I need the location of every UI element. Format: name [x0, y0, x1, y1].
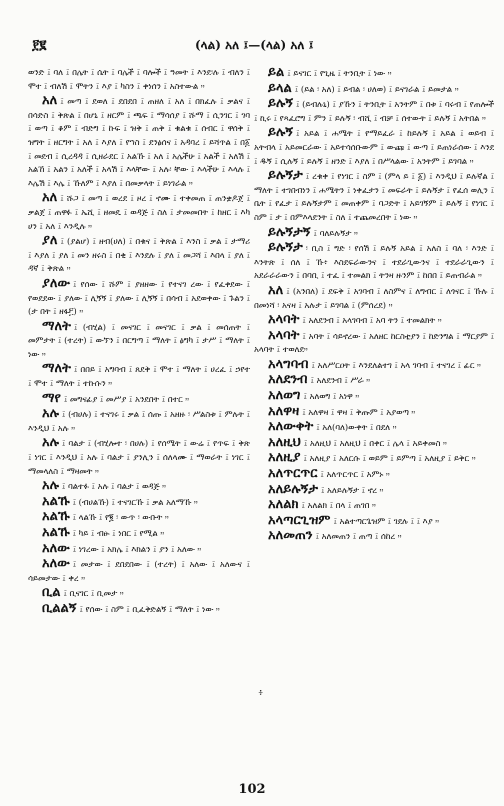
dictionary-entry: [254, 514, 494, 529]
headword: ይሉኝታ: [268, 240, 303, 256]
running-header: [0, 38, 504, 60]
dictionary-entry: [254, 329, 494, 357]
definition-text: ፤ (ይብሉኒ) ፤ ያኹን ፤ ትንቢት ፤ አንትም ፤ በቱ ፤ ባሩብ ፤ የጠሎች ፤ ኪሩ ፤ የጻፈሮግ ፤ ምን ፤ ይሉኝ ፡ ብሺ ፤ ብቻ ፤ ሰተውት ፤ ይሉኝ ፤ አትበል ።: [254, 99, 494, 123]
margin-mark: ፥: [258, 688, 264, 699]
headword: አለወግ: [268, 388, 301, 404]
headword: ይል: [268, 66, 285, 80]
dictionary-entry: [254, 451, 494, 466]
headword: አልኹ: [42, 525, 70, 540]
headword: አለ: [42, 93, 58, 109]
dictionary-entry: [254, 284, 494, 312]
dictionary-entry: [254, 126, 494, 168]
headword: አለጥርጥር: [268, 466, 318, 482]
headword: ማየ: [42, 390, 61, 406]
headword: አላባት: [268, 312, 300, 328]
headword: ይሉኝ: [268, 125, 294, 141]
dictionary-entry: [28, 191, 250, 233]
headword: ይሉኝታኝ: [268, 224, 311, 240]
definition-text: ፤ አለዋዛ ፤ ዋዛ ፤ ቅጡም ፤ አያወጣ ።: [302, 406, 416, 417]
definition-text: ፤ አለመጠን ፤ ጠጣ ፤ ሰከረ ።: [315, 531, 402, 542]
dictionary-entry: [28, 94, 250, 190]
headword: ቢል: [42, 585, 61, 601]
definition-text: ፤ (ያልሆ) ፤ ዘብ(ሀለ) ፤ በቁና ፤ ቅጽል ፤ እንስ ፤ ቃል ፤ ታማሪ ፤ እያለ ፤ ያለ ፤ መን ዘሩስ ፤ በቂ ፤ እንደሉ ፤ ያለ ፤ መጋሻ ፤ እበላ ፤ ያለ ፤ ዳኛ ፤ ቅጽል ።: [28, 236, 250, 274]
dictionary-entry: [28, 277, 250, 319]
headword: አላባት: [268, 327, 300, 343]
definition-text: ፤ ባለይሉኝታ ።: [313, 227, 358, 238]
definition-text: ፤ (ብሀልኹ) ፤ ተናገርኹ ፤ ቃል አለማኹ ።: [72, 496, 198, 507]
definition-text: ፤ አልተጣርጌዝም ፤ ገደሉ ፤ ፤ እያ ።: [333, 515, 440, 526]
dictionary-entry: [254, 373, 494, 388]
dictionary-entry: [254, 241, 494, 283]
dictionary-entry: [28, 479, 250, 494]
definition-text: ፤ የሰው ፤ ስም ፤ ቢፈቅድልኝ ፤ ማለት ፤ ነው ።: [79, 603, 220, 614]
definition-text: ፤ አይል ፤ ሐሜት ፤ የማይፈራ ፤ ከይሉኝ ፤ አይል ፤ ወይብ ፤ አትብላ ፤ አይመርራው ፤ አይተሳሰቡውም ፤ ውጩ ፤ ውጣ ፤ ይጠነራሰው ፤ እንደ ፤ ዱኝ ፤ ሲሉኝ ፤ ይሉኝ ፤ ዘንድ ፤ እያለ ፤ በሥላልው ፤ አንትም ፤ ይገባል ።: [254, 128, 494, 166]
running-title: (ላል) አለ ፤—(ላል) አለ ፤: [195, 38, 314, 52]
headword: አላግባብ: [268, 356, 309, 372]
definition-text: ፤ አለዚያ ፤ አለርሱ ፤ ወይም ፤ ይምጣ ፤ አለዚያ ፤ ይቅር ።: [303, 453, 476, 464]
headword: ይሉኝ: [268, 96, 294, 112]
dictionary-entry: [28, 407, 250, 435]
definition-text: ፤ ቢናገር ፤ ቢመታ ።: [63, 588, 124, 599]
headword: አለዋዛ: [268, 403, 300, 419]
definition-text: ፤ በበይ ፤ አግባብ ፤ ጸደቅ ፤ ሞተ ፤ ማለት ፤ ሀረፈ ፤ ኃየተ ፤ ሞተ ፤ ማለት ፤ ተኩሱን ።: [28, 364, 250, 389]
page-number-ethiopic: ፻፪: [32, 38, 47, 53]
headword: አለዚያ: [268, 450, 301, 466]
definition-text: ፤ አለይሉኝታ ፤ ኖረ ።: [321, 484, 384, 495]
dictionary-entry: [28, 526, 250, 541]
headword: ይላል: [268, 80, 292, 96]
definition-text: ፤ ይናገር ፤ የጊዜ ፤ ትንቢት ፤ ነው ።: [287, 68, 392, 78]
headword: አለመጠን: [268, 528, 313, 544]
headword: አለው: [42, 556, 70, 572]
dictionary-entry: [254, 169, 494, 224]
definition-text: ፡ ቢስ ፤ ግድ ፡ የሰሽ ፤ ይሉኝ አይል ፤ አለስ ፤ ባለ ፡ እንድ ፤ እንትጽ ፤ ሰለ ፤ ኹ፥ እስደፍራውንና ፤ ተደራጊውንና ፤ ተደራራጊውን ፤ አደራራራውን ፤ በባቢ ፤ ተፈ ፤ ተመልክ ፤ ትንዛ ዙንም ፤ ከበበ ፤ ይጠብራል ።: [254, 243, 494, 281]
headword: አለልክ: [268, 497, 299, 513]
headword: አሉ: [42, 406, 59, 422]
dictionary-entry: [28, 602, 250, 617]
headword: አለደንብ: [268, 372, 308, 388]
headword: ማለት: [42, 361, 71, 377]
dictionary-entry: [254, 97, 494, 125]
headword: አለዚህ: [268, 434, 301, 450]
dictionary-entry: [254, 498, 494, 513]
headword: አለ: [268, 282, 284, 298]
definition-text: ፤ (ብሂል) ፤ መናገር ፤ መናገር ፤ ቃል ፤ መሰጠት ፤ መምታት ፤ (ተረት) ፤ ውኘን ፤ በርግጣ ፤ ማለት ፤ ፅግካ ፤ ታሥ ፤ ማለት ፤ ነው ።: [28, 321, 250, 359]
definition-text: ፤ (አንበለ) ፤ ደፍቅ ፤ አገባብ ፤ ለስምና ፤ ለግብር ፤ ለጎናር ፤ ኹሉ ፤ በመነሻ ፡ አናዛ ፤ አሉታ ፤ ይገባል ፤ (ምሰረደ) ።: [254, 285, 494, 310]
definition-text: ፤ አለዚህ ፤ አለዚህ ፤ በቀር ፤ ሌላ ፤ አይቀመስ ።: [303, 437, 447, 448]
headword: አሉ: [42, 435, 59, 451]
dictionary-entry: [254, 226, 494, 241]
headword: ያለው: [42, 275, 70, 291]
definition-text: ፤ (ብሀሉ) ፤ ተናገሩ ፤ ቃል ፤ ሰጡ ፤ አዘዙ ፡ ሥልስቱ ፤ ምሉት ፤ እንዲህ ፤ አሉ ።: [28, 409, 250, 433]
dictionary-entry: [28, 510, 250, 525]
dictionary-entry: [28, 392, 250, 407]
headword: አለ: [42, 190, 58, 206]
headword: አለው: [42, 540, 70, 556]
dictionary-entry: [254, 436, 494, 451]
dictionary-entry: [28, 362, 250, 390]
definition-text: ፤ አለጥርጥር ፤ አምኑ ።: [320, 469, 390, 480]
definition-text: ፤ አለሥርዐት ፤ እንደለልተገ ፤ አላ ገባብ ፤ ተናገረ ፤ ፊር ።: [311, 359, 481, 370]
definition-text: ፤ አለልክ ፤ በላ ፤ ጠገበ ።: [301, 500, 376, 511]
definition-text: ፤ አባት ፤ ሳይኖረው ፤ አለዘር ከርስቲያን ፤ ከድንግል ፤ ማርያም ፤ አላባት ፤ ተወለደ።: [254, 330, 494, 355]
dictionary-entry: [28, 436, 250, 478]
dictionary-entry: [28, 320, 250, 362]
dictionary-entry: [254, 483, 494, 498]
headword: አልኹ: [42, 493, 70, 509]
dictionary-entry: [28, 234, 250, 276]
definition-text: ወንድ ፤ ባለ ፤ በሌት ፤ ሴት ፤ ባሌች ፤ ባሎች ፤ ዓመት ፤ እንደ፡ሉ ፤ ብለን ፤ ሞተ ፤ ብለሽ ፤ ሞትን ፤ እያ ፤ ካስን ፤ ቀነሰን ፤ አስተውል ።: [28, 67, 250, 91]
dictionary-entry: [28, 66, 250, 93]
definition-text: ፤ ረቁቀ ፤ የነገር ፤ ስም ፤ (ምላ ይ ፤ ፩) ፤ እንዲህ ፤ ይሉኛል ፤ ማለት ፤ ተገበብነን ፤ ሐሜትን ፤ ነቀፈታን ፤ መፍራት ፤ ይሉኝታ ፤ የፈሰ ወሊን ፤ ቤት ፤ የፈታ ፤ ይሉኝታም ፤ መጠቀም ፤ ባጋድት ፤ አይገኝም ፤ ይሉኝ ፤ የነገር ፤ ስም ፤ ታ ፤ በምእላደንት ፤ ስለ ፤ ተጨመረበት ፤ ነው ።: [254, 171, 494, 222]
definition-text: ፤ አለደንብ ፤ አላገባብ ፤ አባ ትን ፤ ተመልክት ።: [302, 315, 442, 326]
definition-text: ፤ ባልታ ፤ (ብሂሎተ ፡ በሀሉ) ፤ የሰሜት ፤ ውሬ ፤ የጥፍ ፤ ቅጽ ፤ ነገር ፤ እንዲህ ፤ አሉ ፤ ባልታ ፤ ያንሊን ፤ ሰለላሙ ፤ ማወራት ፤ ነገር ፤ ማመላለስ ፤ ማዛመት ።: [28, 438, 250, 476]
dictionary-entry: [254, 405, 494, 420]
definition-text: ፤ አለደንብ ፤ ሥራ ።: [310, 375, 371, 386]
dictionary-entry: [28, 495, 250, 510]
definition-text: ፤ አለ(ባለ)ውቀት ፤ በደለ ።: [316, 422, 397, 433]
dictionary-entry: [254, 313, 494, 328]
dictionary-entry: [254, 82, 494, 97]
headword: ይሉኝታ: [268, 168, 303, 184]
dictionary-entry: [254, 389, 494, 404]
definition-text: ፤ ላልኹ ፤ የ፪ ፡ ውጥ ፡ ውቡት ።: [72, 512, 169, 523]
definition-text: ፤ አለወግ ፤ አነዋ ።: [303, 391, 360, 402]
headword: አልኹ: [42, 509, 70, 525]
dictionary-entry: [28, 586, 250, 601]
headword: ማለት: [42, 318, 71, 334]
dictionary-entry: [254, 467, 494, 482]
definition-text: ፤ መግናፊያ ፤ መሥያ ፤ አንደበት ፤ በተር ።: [63, 393, 190, 404]
headword: አላጣርጊዝም: [268, 512, 331, 528]
definition-text: ፤ (ይል ፡ አለ) ፤ ይብል ፡ ሀለወ) ፤ ይናገራል ፤ ይመታል ።: [294, 83, 459, 94]
headword: ያለ: [42, 233, 58, 249]
headword: አለይሉኝታ: [268, 481, 319, 497]
definition-text: ፤ ካይ ፤ ብፁ ፤ ነበር ፤ የሚል ።: [72, 528, 165, 538]
right-column: [254, 66, 494, 766]
dictionary-entry: [254, 529, 494, 544]
dictionary-entry: [254, 420, 494, 435]
dictionary-entry: [28, 542, 250, 557]
left-column: [28, 66, 250, 766]
definition-text: ፤ ባልተፉ ፤ አሉ ፤ ባልታ ፤ ወዳጅ ።: [61, 481, 167, 492]
dictionary-entry: [28, 557, 250, 585]
dictionary-entry: [254, 66, 494, 81]
definition-text: ፤ ነገረው ፤ አክሌ ፤ እክልን ፤ ያን ፤ አለው ።: [72, 543, 202, 554]
headword: አሉ: [42, 478, 59, 494]
headword: አለውቀት: [268, 419, 314, 435]
headword: ቢልልኝ: [42, 600, 77, 616]
definition-text: ፤ የሰው ፤ ሹም ፤ ያዘዘው ፤ የተናገ ረው ፤ የፈቀደው ፤ የወደደው ፤ ያለው ፤ ሊኝኝ ፤ ያለው ፤ ሊኝኝ ፤ በሳብ ፤ አደወቀው ፤ ጉልን ፤ (ታ በት ፤ ዘፋ፫) ።: [28, 278, 250, 317]
dictionary-entry: [254, 358, 494, 373]
folio-page-number: 102: [238, 782, 266, 797]
definition-text: ፤ መታው ፤ ደበደበው ፤ (ተረት) ፤ አለው ፤ አለውና ፤ ሳይመታው ፤ ቀረ ።: [28, 559, 250, 583]
definition-text: ፤ መጣ ፤ ደወለ ፤ ደበደበ ፤ ጠዘለ ፤ አለ ፤ በክፈሉ ፤ ቃልና ፤ በሳድስ ፤ ቅጽል ፤ በሆኒ ፤ ዘርም ፤ ጫፍ ፤ ማሳሰያ ፤ ሹማ ፤ ሲንገር ፤ ገባ ፤ ወጣ ፤ ቆም ፤ ብድግ ፤ ኩፍ ፤ ዝቅ ፤ ጠቅ ፤ ቁልቁ ፤ ሰብር ፤ ዋሰቅ ፤ ዝግት ፤ ዘርግት ፤ አለ ፤ እያለ ፤ የኀስ ፤ ደንፅሰና ፤ አዳባረ ፤ ይሻጥል ፤ በ፩ ፤ መደብ ፤ ሲረዳዳ ፤ ሲዘራደር ፤ አልኹ ፤ አለ ፤ አሌችሁ ፤ አልች ፤ አለሽ ፤ አልኸ ፤ አልን ፤ አለች ፤ አላሽ ፤ እላቸው ፤ አሉ፡ ቸው ፤ እላችሁ ፤ እላሉ ፤ እሌሽ ፤ እሌ ፤ ኹለም ፤ እያለ ፤ በመቃላት ፤ ይነገራል ።: [28, 96, 250, 188]
definition-text: ፤ ሹጋ ፤ መጣ ፤ ወረደ ፤ ዞረ ፤ ኖሙ ፤ ተቀመጠ ፤ ጠንቋዶጀ ፤ ቃልጀ ፤ ጠዋፉ ፤ ኤሺ ፤ ዘመዴ ፤ ወዳጅ ፤ ስለ ፤ ታመመበት ፤ ከዘር ፤ እካ ሀን ፤ አለ ፤ እንዲሉ ።: [28, 193, 250, 231]
